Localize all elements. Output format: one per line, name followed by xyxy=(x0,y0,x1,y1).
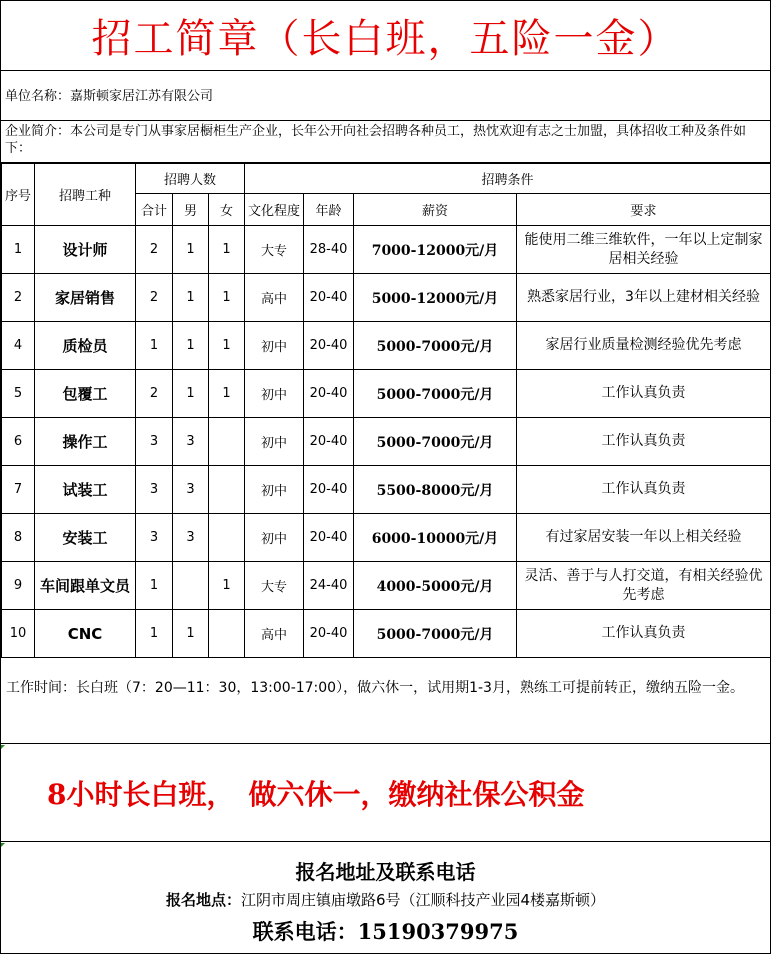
row-male xyxy=(173,562,209,610)
row-female xyxy=(209,610,245,658)
row-seq: 9 xyxy=(2,562,35,610)
row-requirement: 家居行业质量检测经验优先考虑 xyxy=(517,322,771,370)
slogan-text: 8小时长白班， 做六休一，缴纳社保公积金 xyxy=(47,777,585,811)
row-requirement: 工作认真负责 xyxy=(517,466,771,514)
work-hours-row xyxy=(1,656,770,744)
table-row xyxy=(2,370,771,418)
row-age: 20-40 xyxy=(304,322,354,370)
row-seq: 4 xyxy=(2,322,35,370)
row-requirement: 熟悉家居行业，3年以上建材相关经验 xyxy=(517,274,771,322)
cell-corner-mark xyxy=(1,745,5,749)
row-female xyxy=(209,418,245,466)
row-seq: 5 xyxy=(2,370,35,418)
row-job: 质检员 xyxy=(35,322,136,370)
table-row xyxy=(2,466,771,514)
row-education: 高中 xyxy=(245,610,304,658)
contact-title: 报名地址及联系电话 xyxy=(295,860,476,884)
row-seq: 8 xyxy=(2,514,35,562)
row-total: 2 xyxy=(136,370,173,418)
header-total: 合计 xyxy=(136,194,173,226)
table-row xyxy=(2,322,771,370)
row-age: 20-40 xyxy=(304,274,354,322)
row-job: 车间跟单文员 xyxy=(35,562,136,610)
header-job: 招聘工种 xyxy=(35,164,136,226)
company-name-row xyxy=(1,71,770,121)
header-seq: 序号 xyxy=(2,164,35,226)
row-education: 初中 xyxy=(245,418,304,466)
row-seq: 2 xyxy=(2,274,35,322)
row-age: 20-40 xyxy=(304,370,354,418)
header-count-group: 招聘人数 xyxy=(136,164,245,194)
row-education: 初中 xyxy=(245,466,304,514)
row-requirement: 工作认真负责 xyxy=(517,370,771,418)
row-male: 3 xyxy=(173,418,209,466)
header-female: 女 xyxy=(209,194,245,226)
row-job: 安装工 xyxy=(35,514,136,562)
title-banner xyxy=(1,1,770,71)
phone-label: 联系电话： xyxy=(252,919,358,944)
row-age: 20-40 xyxy=(304,418,354,466)
table-row xyxy=(2,562,771,610)
company-intro-row xyxy=(1,121,770,163)
row-seq: 1 xyxy=(2,226,35,274)
slogan-row xyxy=(1,744,770,842)
row-female: 1 xyxy=(209,274,245,322)
row-male: 1 xyxy=(173,322,209,370)
row-salary: 5000-12000元/月 xyxy=(354,274,517,322)
row-education: 初中 xyxy=(245,322,304,370)
row-salary: 5000-7000元/月 xyxy=(354,418,517,466)
header-requirement: 要求 xyxy=(517,194,771,226)
row-total: 2 xyxy=(136,226,173,274)
table-row xyxy=(2,274,771,322)
header-conditions-group: 招聘条件 xyxy=(245,164,771,194)
row-female: 1 xyxy=(209,322,245,370)
positions-table xyxy=(1,163,771,658)
company-name-label: 单位名称： xyxy=(5,89,71,104)
row-job: 试装工 xyxy=(35,466,136,514)
table-header-row xyxy=(2,164,771,194)
row-education: 初中 xyxy=(245,514,304,562)
row-male: 3 xyxy=(173,514,209,562)
row-male: 1 xyxy=(173,370,209,418)
row-salary: 5000-7000元/月 xyxy=(354,322,517,370)
header-education: 文化程度 xyxy=(245,194,304,226)
table-row xyxy=(2,418,771,466)
row-seq: 6 xyxy=(2,418,35,466)
row-male: 1 xyxy=(173,274,209,322)
address-text: 江阴市周庄镇庙墩路6号（江顺科技产业园4楼嘉斯顿） xyxy=(240,891,606,909)
address-label: 报名地点： xyxy=(165,891,241,909)
row-seq: 7 xyxy=(2,466,35,514)
row-female: 1 xyxy=(209,226,245,274)
contact-section xyxy=(1,842,770,953)
row-job: CNC xyxy=(35,610,136,658)
row-seq: 10 xyxy=(2,610,35,658)
page-title: 招工简章（长白班，五险一金） xyxy=(91,16,680,62)
row-total: 3 xyxy=(136,418,173,466)
row-requirement: 能使用二维三维软件，一年以上定制家居相关经验 xyxy=(517,226,771,274)
row-education: 大专 xyxy=(245,562,304,610)
row-total: 3 xyxy=(136,514,173,562)
row-age: 28-40 xyxy=(304,226,354,274)
row-total: 2 xyxy=(136,274,173,322)
row-female: 1 xyxy=(209,562,245,610)
row-age: 20-40 xyxy=(304,466,354,514)
contact-phone-line xyxy=(1,916,770,946)
contact-address-line xyxy=(1,889,770,910)
row-female: 1 xyxy=(209,370,245,418)
row-total: 1 xyxy=(136,322,173,370)
row-salary: 5500-8000元/月 xyxy=(354,466,517,514)
row-total: 3 xyxy=(136,466,173,514)
row-salary: 5000-7000元/月 xyxy=(354,610,517,658)
row-total: 1 xyxy=(136,562,173,610)
row-requirement: 工作认真负责 xyxy=(517,610,771,658)
row-job: 操作工 xyxy=(35,418,136,466)
row-education: 高中 xyxy=(245,274,304,322)
company-intro: 企业简介：本公司是专门从事家居橱柜生产企业，长年公开向社会招聘各种员工，热忱欢迎有志之士加盟，具体招收工种及条件如下： xyxy=(5,124,747,156)
row-male: 1 xyxy=(173,226,209,274)
row-female xyxy=(209,514,245,562)
row-education: 大专 xyxy=(245,226,304,274)
row-job: 包覆工 xyxy=(35,370,136,418)
row-total: 1 xyxy=(136,610,173,658)
row-job: 家居销售 xyxy=(35,274,136,322)
row-requirement: 灵活、善于与人打交道，有相关经验优先考虑 xyxy=(517,562,771,610)
row-male: 1 xyxy=(173,610,209,658)
row-age: 20-40 xyxy=(304,610,354,658)
row-job: 设计师 xyxy=(35,226,136,274)
cell-corner-mark xyxy=(1,843,5,847)
header-salary: 薪资 xyxy=(354,194,517,226)
header-male: 男 xyxy=(173,194,209,226)
row-age: 24-40 xyxy=(304,562,354,610)
table-row xyxy=(2,226,771,274)
row-education: 初中 xyxy=(245,370,304,418)
company-name: 嘉斯顿家居江苏有限公司 xyxy=(70,89,214,104)
table-row xyxy=(2,610,771,658)
phone-number: 15190379975 xyxy=(357,919,519,944)
header-age: 年龄 xyxy=(304,194,354,226)
table-row xyxy=(2,514,771,562)
row-age: 20-40 xyxy=(304,514,354,562)
row-salary: 6000-10000元/月 xyxy=(354,514,517,562)
row-requirement: 有过家居安装一年以上相关经验 xyxy=(517,514,771,562)
work-hours-text: 工作时间：长白班（7：20—11：30，13:00-17:00），做六休一，试用期1-3月，熟练工可提前转正，缴纳五险一金。 xyxy=(6,680,744,696)
row-requirement: 工作认真负责 xyxy=(517,418,771,466)
row-female xyxy=(209,466,245,514)
row-salary: 4000-5000元/月 xyxy=(354,562,517,610)
row-salary: 5000-7000元/月 xyxy=(354,370,517,418)
row-male: 3 xyxy=(173,466,209,514)
row-salary: 7000-12000元/月 xyxy=(354,226,517,274)
